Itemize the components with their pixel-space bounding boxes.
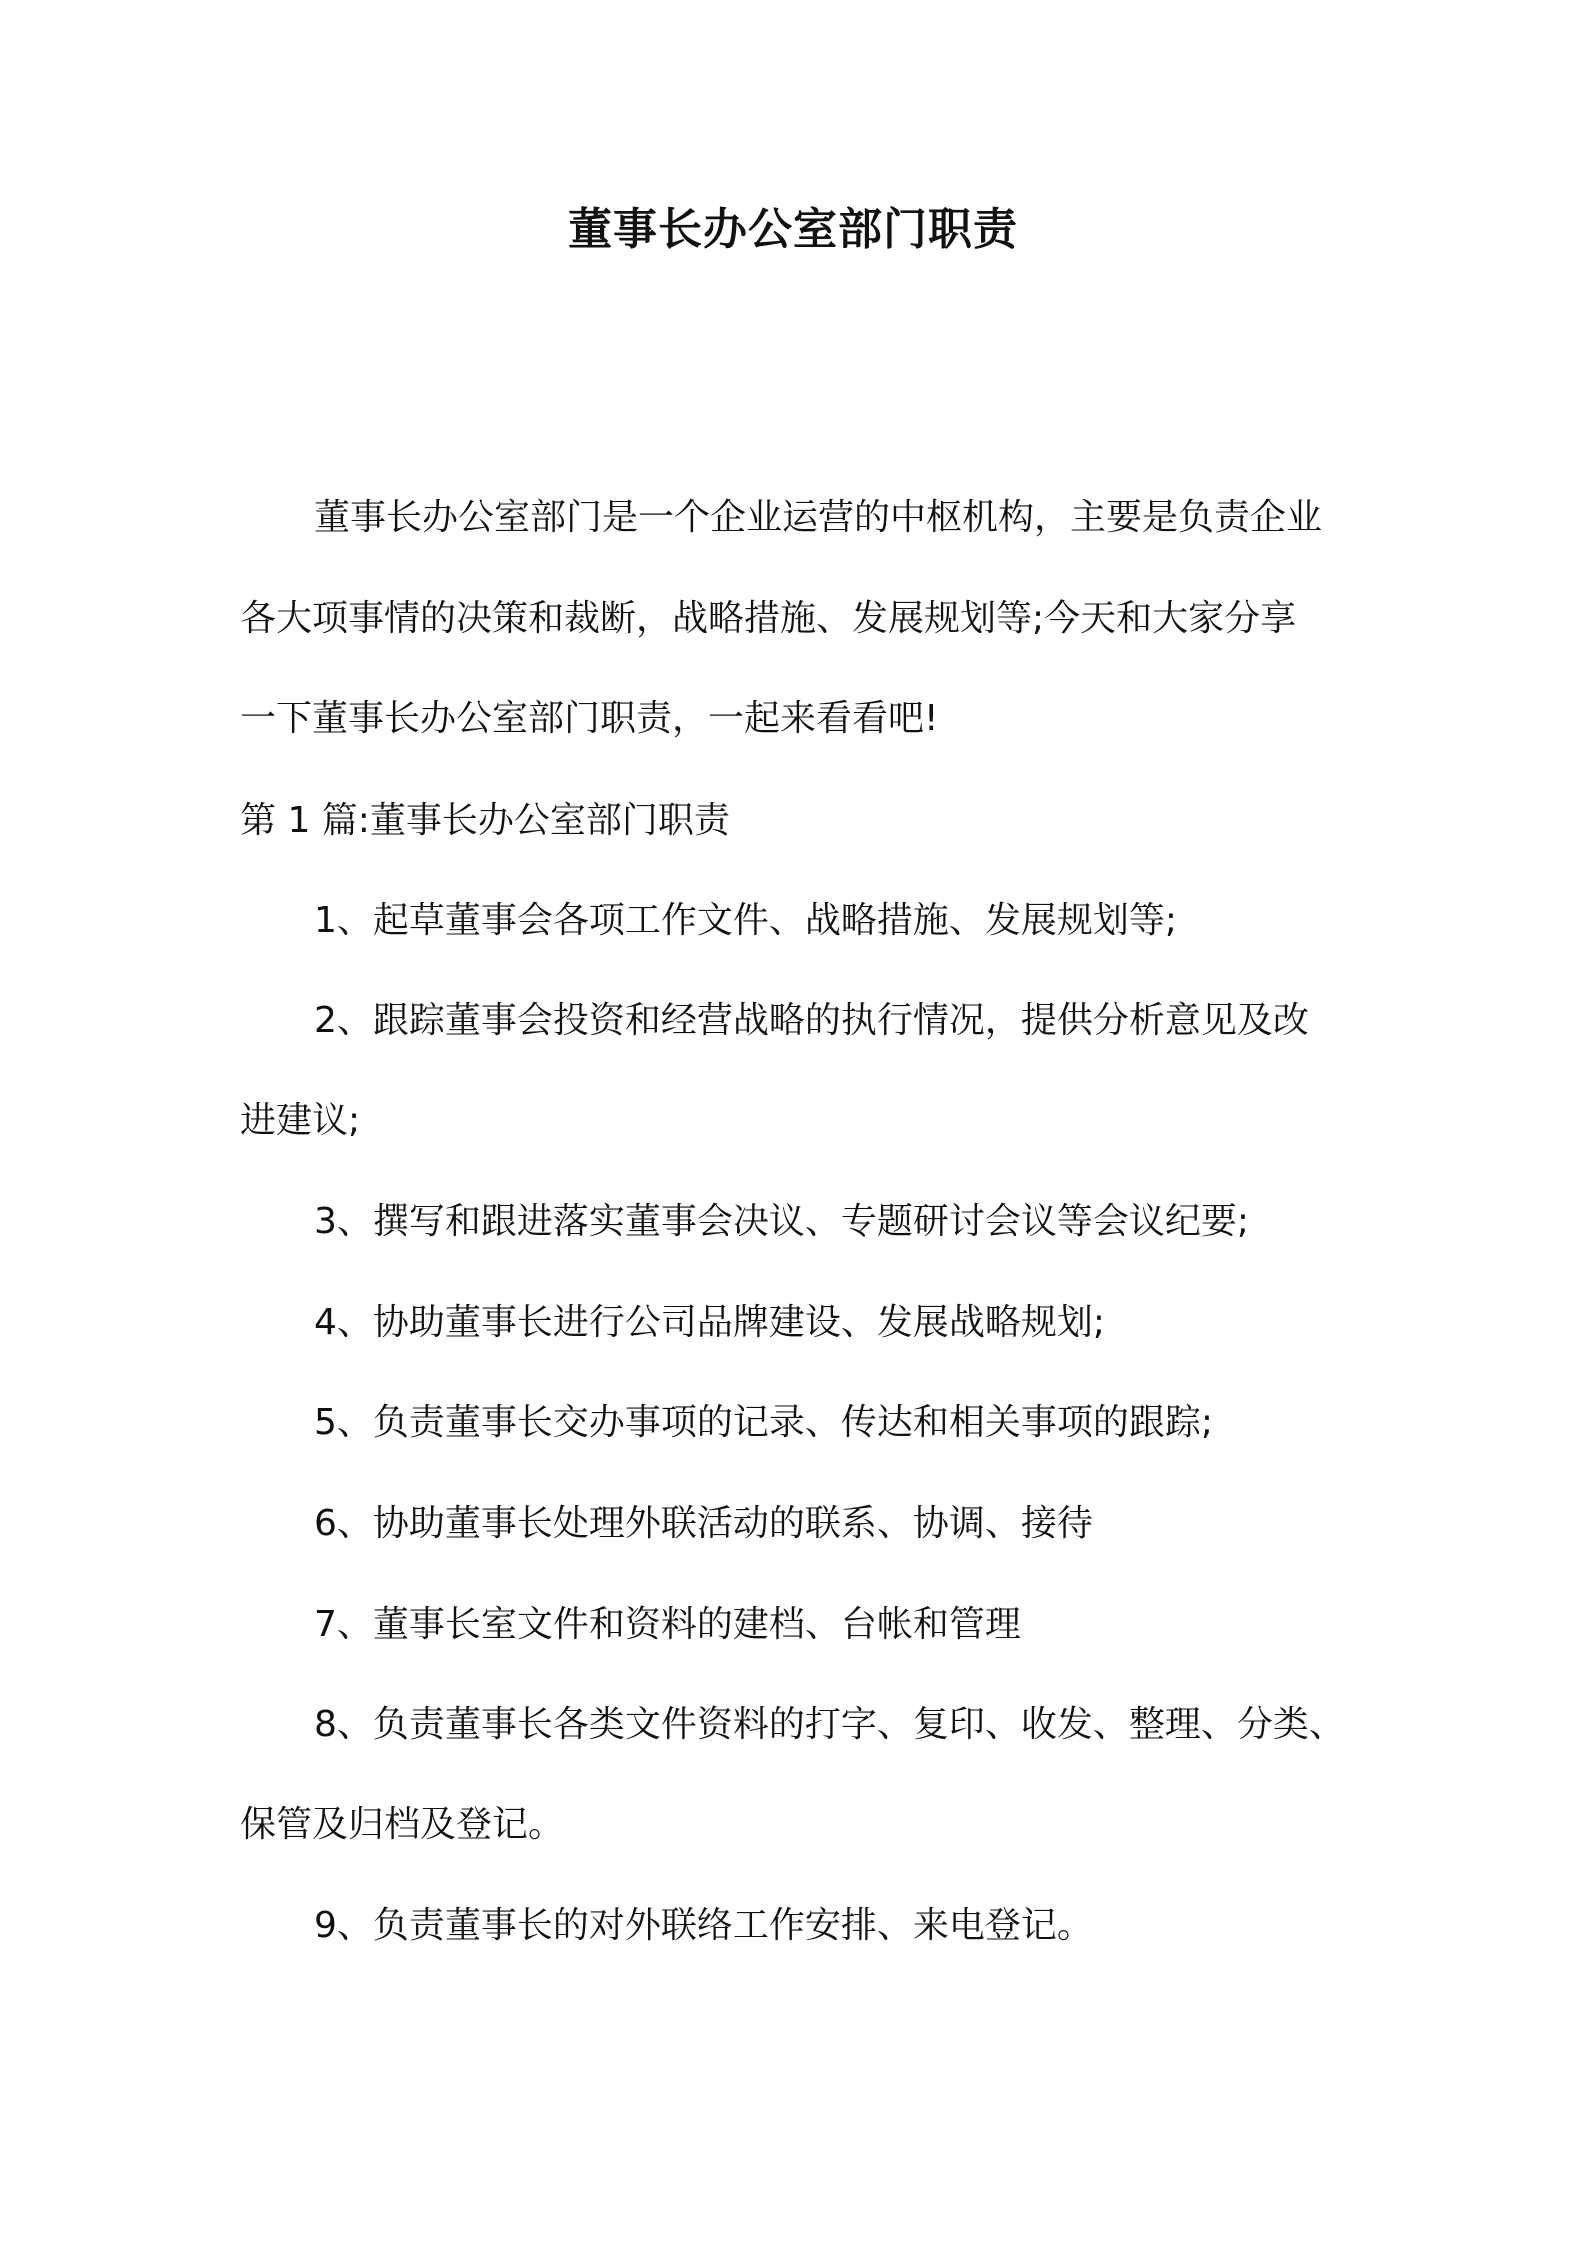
section-heading: 第 1 篇:董事长办公室部门职责 (240, 800, 730, 841)
list-item-8-continuation: 保管及归档及登记。 (240, 1804, 565, 1845)
list-item-8: 8、负责董事长各类文件资料的打字、复印、收发、整理、分类、 (314, 1704, 1345, 1745)
intro-line-3: 一下董事长办公室部门职责，一起来看看吧! (240, 698, 939, 739)
list-item-2: 2、跟踪董事会投资和经营战略的执行情况，提供分析意见及改 (314, 1000, 1309, 1041)
page-title: 董事长办公室部门职责 (568, 204, 1018, 255)
intro-line-1: 董事长办公室部门是一个企业运营的中枢机构，主要是负责企业 (314, 497, 1323, 538)
intro-line-2: 各大项事情的决策和裁断，战略措施、发展规划等;今天和大家分享 (240, 598, 1297, 639)
list-item-4: 4、协助董事长进行公司品牌建设、发展战略规划; (314, 1302, 1106, 1343)
list-item-5: 5、负责董事长交办事项的记录、传达和相关事项的跟踪; (314, 1402, 1214, 1443)
list-item-3: 3、撰写和跟进落实董事会决议、专题研讨会议等会议纪要; (314, 1201, 1250, 1242)
list-item-2-continuation: 进建议; (240, 1100, 361, 1141)
list-item-1: 1、起草董事会各项工作文件、战略措施、发展规划等; (314, 900, 1178, 941)
list-item-7: 7、董事长室文件和资料的建档、台帐和管理 (314, 1604, 1021, 1645)
list-item-6: 6、协助董事长处理外联活动的联系、协调、接待 (314, 1503, 1093, 1544)
list-item-9: 9、负责董事长的对外联络工作安排、来电登记。 (314, 1905, 1093, 1946)
